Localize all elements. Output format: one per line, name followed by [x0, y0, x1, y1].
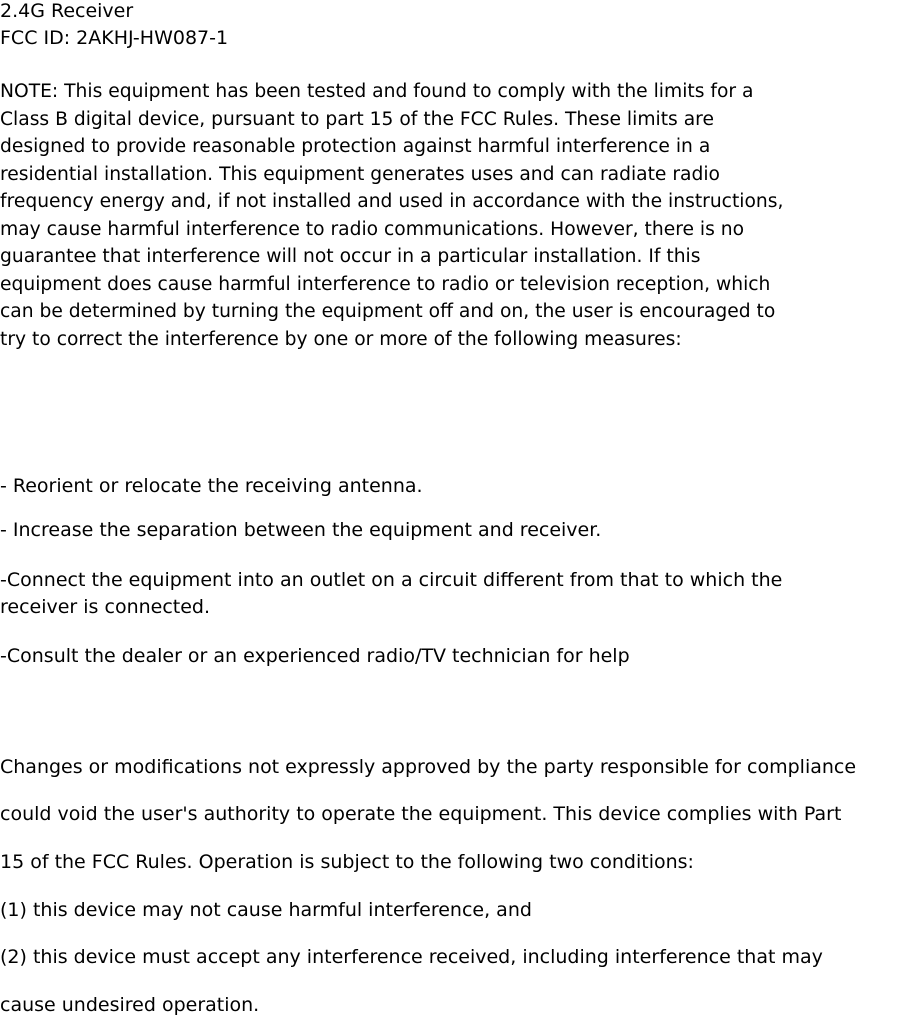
note-line: residential installation. This equipment generates uses and can radiate radio — [0, 163, 720, 185]
measure-connect-line: receiver is connected. — [0, 596, 211, 618]
product-name: 2.4G Receiver — [0, 0, 134, 22]
compliance-line: could void the user's authority to operate the equipment. This device complies with Part — [0, 803, 842, 825]
compliance-condition-1: (1) this device may not cause harmful interference, and — [0, 899, 532, 921]
compliance-line: Changes or modifications not expressly approved by the party responsible for compliance — [0, 756, 857, 778]
note-line: can be determined by turning the equipment off and on, the user is encouraged to — [0, 301, 776, 322]
note-line: Class B digital device, pursuant to part 15 of the FCC Rules. These limits are — [0, 108, 714, 130]
measure-increase-separation: - Increase the separation between the equipment and receiver. — [0, 519, 602, 541]
measure-reorient: - Reorient or relocate the receiving antenna. — [0, 475, 423, 497]
measure-connect-outlet — [0, 567, 880, 621]
note-line: guarantee that interference will not occur in a particular installation. If this — [0, 246, 701, 267]
measure-consult-dealer: -Consult the dealer or an experienced radio/TV technician for help — [0, 645, 630, 667]
note-line: NOTE: This equipment has been tested and found to comply with the limits for a — [0, 81, 754, 102]
fcc-id: FCC ID: 2AKHJ-HW087-1 — [0, 27, 229, 49]
note-line: frequency energy and, if not installed and used in accordance with the instructions, — [0, 191, 784, 212]
compliance-line: cause undesired operation. — [0, 994, 260, 1016]
note-line: equipment does cause harmful interference to radio or television reception, which — [0, 273, 771, 295]
compliance-line: 15 of the FCC Rules. Operation is subject to the following two conditions: — [0, 851, 694, 873]
fcc-note-paragraph — [0, 78, 870, 353]
note-line: try to correct the interference by one or more of the following measures: — [0, 328, 682, 350]
measure-connect-line: -Connect the equipment into an outlet on a circuit different from that to which the — [0, 569, 783, 591]
note-line: designed to provide reasonable protection against harmful interference in a — [0, 136, 711, 157]
compliance-condition-2: (2) this device must accept any interference received, including interference that may — [0, 946, 823, 968]
note-line: may cause harmful interference to radio communications. However, there is no — [0, 218, 745, 240]
